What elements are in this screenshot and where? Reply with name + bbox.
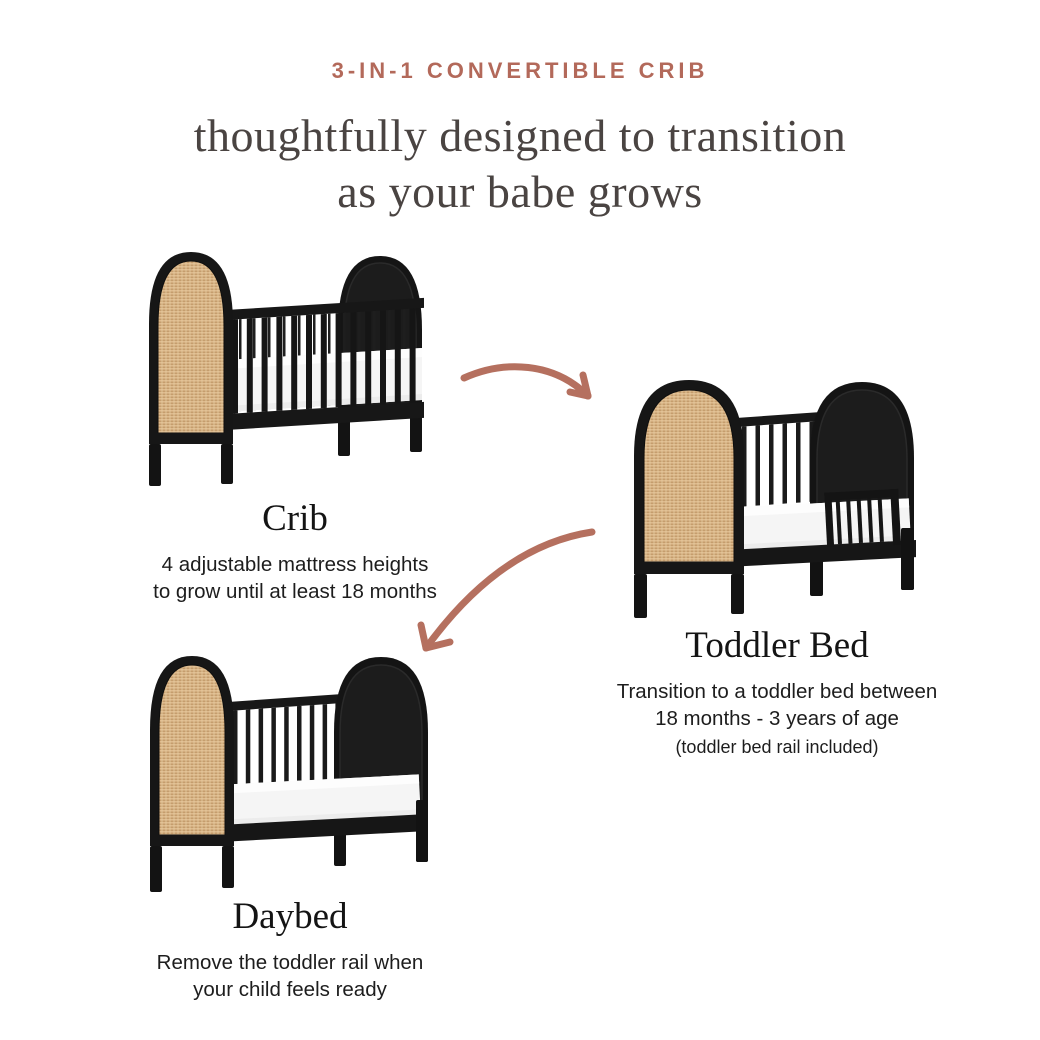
stage-description-toddler-bed xyxy=(567,678,987,732)
curved-arrow-left-down-icon xyxy=(402,520,608,662)
description-line: to grow until at least 18 months xyxy=(153,580,437,603)
description-line: 4 adjustable mattress heights xyxy=(161,553,429,576)
description-line: Remove the toddler rail when xyxy=(156,951,424,974)
daybed-illustration xyxy=(148,652,428,894)
headline-line-1: thoughtfully designed to transition xyxy=(193,110,847,161)
description-line: 18 months - 3 years of age xyxy=(655,707,899,730)
stage-title-toddler-bed: Toddler Bed xyxy=(685,625,869,666)
stage-title-daybed: Daybed xyxy=(232,896,348,937)
toddler-bed-illustration xyxy=(632,376,916,620)
stage-note-toddler-bed: (toddler bed rail included) xyxy=(675,737,879,757)
eyebrow-title: 3-IN-1 CONVERTIBLE CRIB xyxy=(331,58,709,83)
toddler-bed-image xyxy=(632,376,916,620)
crib-illustration xyxy=(148,246,426,490)
headline xyxy=(0,108,1040,220)
crib-image xyxy=(148,246,426,490)
headline-line-2: as your babe grows xyxy=(337,166,703,217)
description-line: Transition to a toddler bed between xyxy=(616,680,938,703)
stage-description-daybed xyxy=(105,949,475,1003)
toddler-bed-caption xyxy=(567,626,987,759)
stage-title-crib: Crib xyxy=(262,498,328,539)
curved-arrow-right-down-icon xyxy=(456,354,606,412)
description-line: your child feels ready xyxy=(193,978,387,1001)
daybed-image xyxy=(148,652,428,894)
daybed-caption xyxy=(105,897,475,1003)
